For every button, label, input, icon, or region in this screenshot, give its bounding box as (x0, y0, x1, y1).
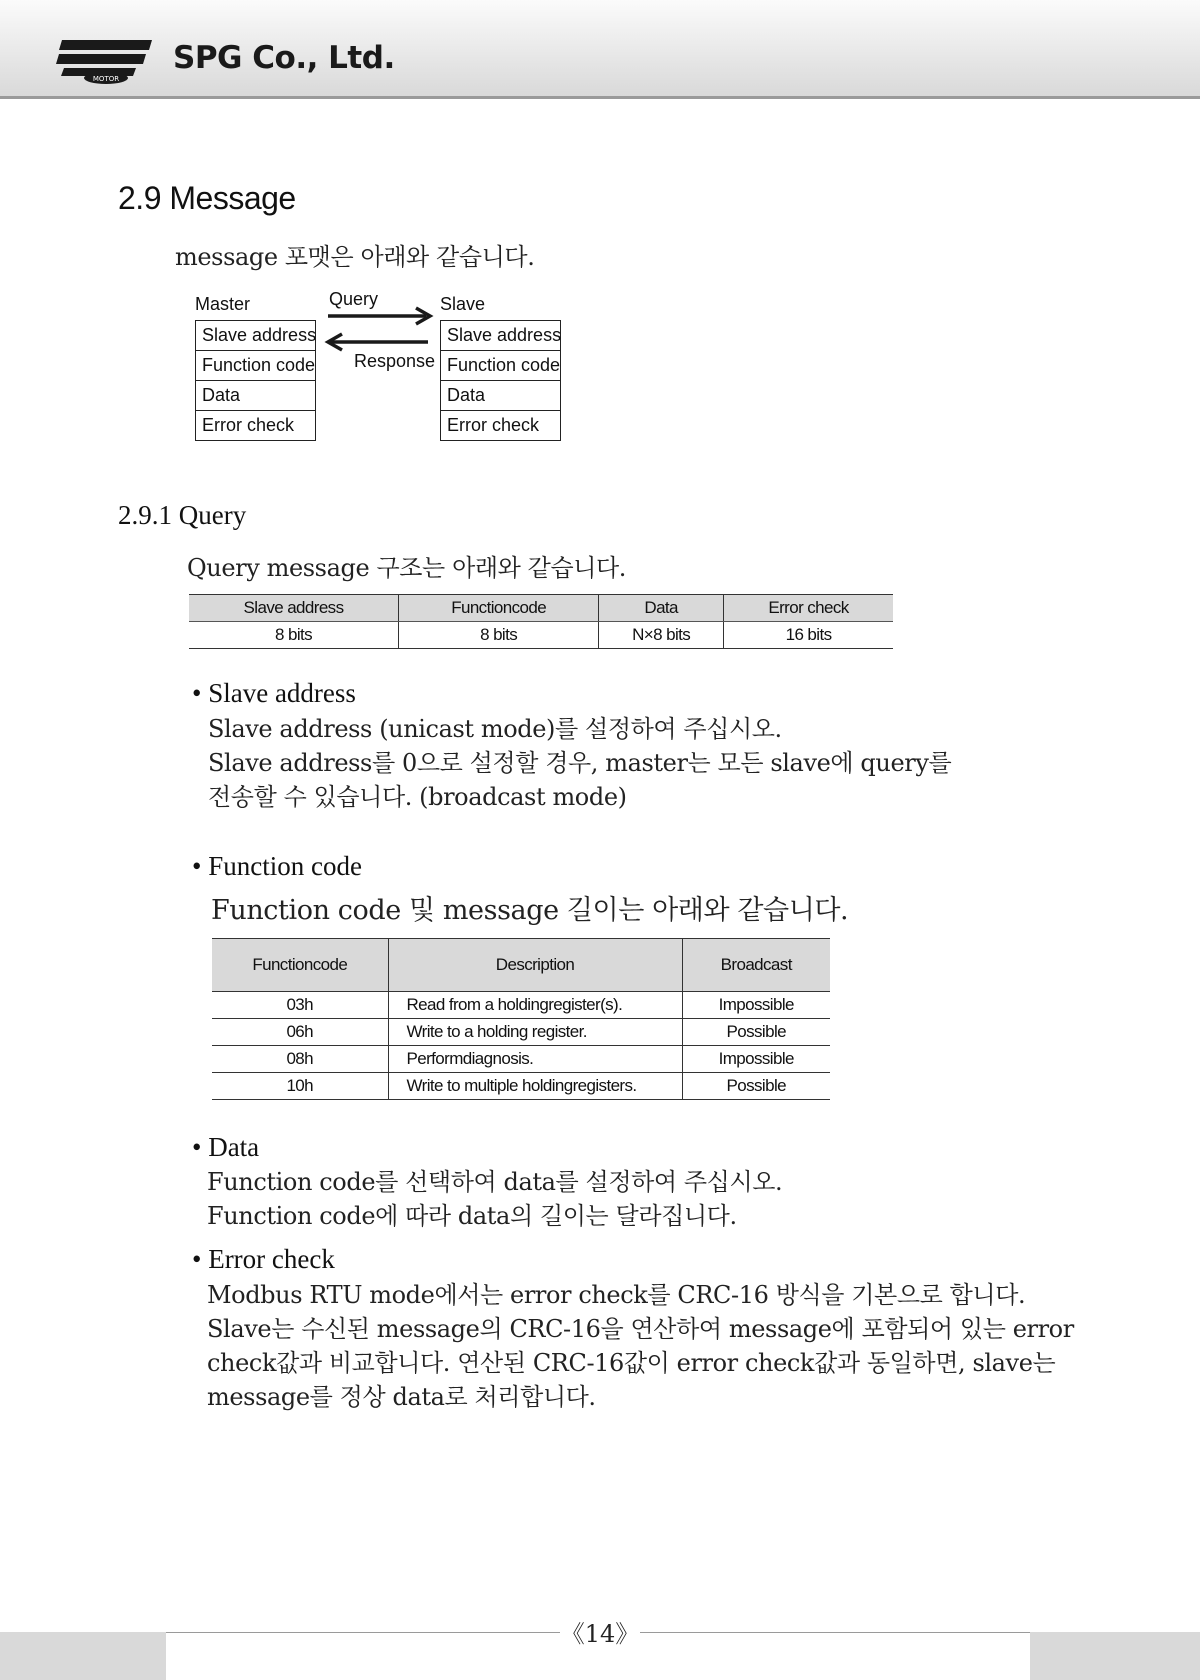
paragraph-line: Function code에 따라 data의 길이는 달라집니다. (207, 1202, 737, 1230)
slave-frame (440, 320, 561, 441)
table-cell: Performdiagnosis. (388, 1046, 682, 1073)
table-header-cell: Description (388, 939, 682, 992)
paragraph-line: Function code를 선택하여 data를 설정하여 주십시오. (207, 1168, 783, 1196)
section-title: 2.9 Message (118, 180, 296, 216)
function-code-title: • Function code (192, 851, 362, 881)
paragraph-line: Modbus RTU mode에서는 error check를 CRC-16 방식을 기본으로 합니다. (207, 1281, 1026, 1309)
arrows-icon (320, 306, 438, 354)
table-cell: Impossible (682, 1046, 830, 1073)
slave-field: Slave address (447, 325, 562, 345)
table-cell: Impossible (682, 992, 830, 1019)
table-cell: 06h (212, 1019, 388, 1046)
table-row (212, 1046, 830, 1073)
data-text (207, 1165, 782, 1233)
query-title: 2.9.1 Query (118, 500, 247, 530)
footer-rule (640, 1632, 1030, 1633)
paragraph-line: Slave address (unicast mode)를 설정하여 주십시오. (208, 715, 782, 743)
table-header-cell: Error check (724, 595, 893, 622)
table-header-cell: Slave address (189, 595, 399, 622)
page-header (0, 0, 1200, 99)
master-frame (195, 320, 316, 441)
slave-address-title: • Slave address (192, 678, 356, 708)
master-field: Slave address (202, 325, 317, 345)
error-check-title: • Error check (192, 1244, 335, 1274)
table-row (212, 992, 830, 1019)
page-number: 《14》 (560, 1620, 640, 1648)
master-field: Error check (196, 410, 315, 440)
table-cell: 03h (212, 992, 388, 1019)
table-cell: 8 bits (189, 622, 399, 649)
table-header-cell: Broadcast (682, 939, 830, 992)
table-row (189, 622, 893, 649)
slave-label: Slave (440, 294, 486, 314)
response-label: Response (354, 351, 436, 371)
slave-field: Error check (441, 410, 560, 440)
master-field: Data (196, 380, 315, 410)
data-title: • Data (192, 1132, 260, 1162)
table-cell: 8 bits (399, 622, 599, 649)
slave-field: Function code (441, 350, 560, 380)
paragraph-line: Slave address를 0으로 설정할 경우, master는 모든 slave에 query를 (208, 749, 952, 777)
error-check-text (207, 1278, 1074, 1414)
table-cell: Possible (682, 1073, 830, 1100)
table-row (212, 1073, 830, 1100)
function-code-intro: Function code 및 message 길이는 아래와 같습니다. (211, 895, 849, 926)
spg-logo-icon (56, 36, 156, 86)
table-cell: 16 bits (724, 622, 893, 649)
master-label: Master (195, 294, 251, 314)
paragraph-line: check값과 비교합니다. 연산된 CRC-16값이 error check값과 동일하면, slave는 (207, 1349, 1056, 1377)
table-header-cell: Functioncode (212, 939, 388, 992)
table-header-cell: Functioncode (399, 595, 599, 622)
query-label: Query (329, 289, 379, 309)
footer-right-band (1030, 1632, 1200, 1680)
table-header-row (212, 939, 830, 992)
company-name: SPG Co., Ltd. (173, 40, 395, 76)
section-intro: message 포맷은 아래와 같습니다. (175, 243, 535, 271)
table-cell: Write to multiple holdingregisters. (388, 1073, 682, 1100)
table-header-cell: Data (599, 595, 724, 622)
table-cell: Write to a holding register. (388, 1019, 682, 1046)
slave-address-text (208, 712, 951, 814)
query-intro: Query message 구조는 아래와 같습니다. (187, 554, 627, 582)
table-cell: 10h (212, 1073, 388, 1100)
table-row (212, 1019, 830, 1046)
slave-field: Data (441, 380, 560, 410)
table-cell: Read from a holdingregister(s). (388, 992, 682, 1019)
paragraph-line: message를 정상 data로 처리합니다. (207, 1383, 596, 1411)
table-cell: Possible (682, 1019, 830, 1046)
table-cell: N×8 bits (599, 622, 724, 649)
table-header-row (189, 595, 893, 622)
paragraph-line: Slave는 수신된 message의 CRC-16을 연산하여 message에 포함되어 있는 error (207, 1315, 1074, 1343)
table-cell: 08h (212, 1046, 388, 1073)
paragraph-line: 전송할 수 있습니다. (broadcast mode) (208, 783, 627, 811)
footer-left-band (0, 1632, 166, 1680)
master-field: Function code (196, 350, 315, 380)
query-structure-table (189, 594, 893, 649)
svg-text:MOTOR: MOTOR (92, 75, 120, 83)
footer-rule (166, 1632, 560, 1633)
function-code-table (212, 938, 830, 1100)
